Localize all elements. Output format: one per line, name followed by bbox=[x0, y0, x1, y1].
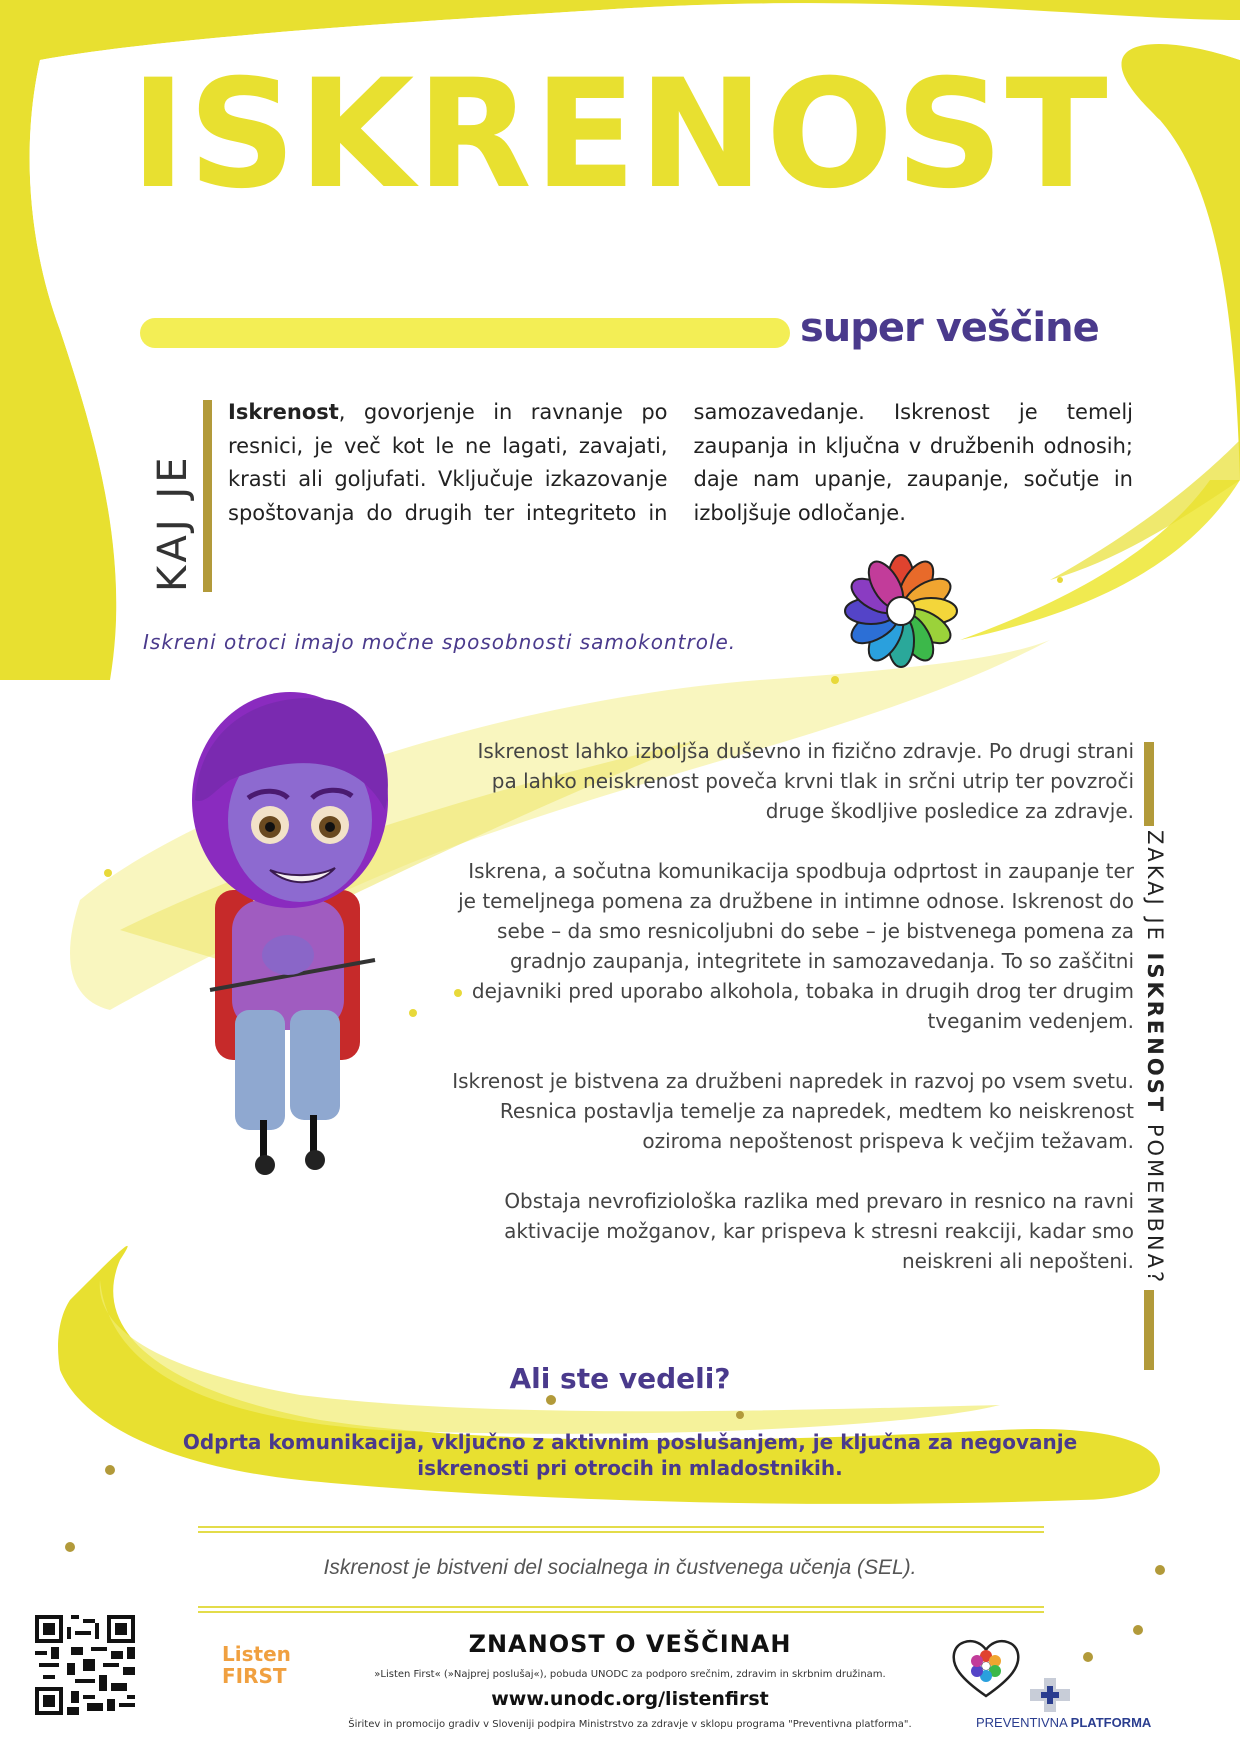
why-paragraph: Iskrenost lahko izboljša duševno in fizično zdravje. Po drugi strani pa lahko neiskrenost poveča krvni tlak in srčni utrip ter povzroči druge škodljive posledice za zdravje. bbox=[477, 739, 1134, 823]
intro-body: , govorjenje in ravnanje po resnici, je več kot le ne lagati, zavajati, krasti ali goljufati. Vključuje izkazovanje spoštovanja do drugih ter integriteto in samozavedanje. Iskrenost je temelj zaupanja in ključna v družbenih odnosih; daje nam upanje, zaupanje, sočutje in izboljšuje odločanje. bbox=[228, 400, 1133, 525]
italic-note: Iskreni otroci imajo močne sposobnosti samokontrole. bbox=[143, 630, 737, 654]
title-underline-bar bbox=[140, 318, 790, 348]
sel-note: Iskrenost je bistveni del socialnega in čustvenega učenja (SEL). bbox=[323, 1556, 917, 1579]
did-you-know-title: Ali ste vedeli? bbox=[509, 1362, 731, 1395]
footer-url[interactable]: www.unodc.org/listenfirst bbox=[491, 1688, 769, 1710]
pp-word2: PLATFORMA bbox=[1070, 1715, 1152, 1730]
did-you-know-text: Odprta komunikacija, vključno z aktivnim poslušanjem, je ključna za negovanje iskrenosti pri otrocih in mladostnikih. bbox=[182, 1430, 1078, 1480]
footer-credits: Širitev in promocijo gradiv v Sloveniji podpira Ministrstvo za zdravje v sklopu programa "Preventivna platforma". bbox=[348, 1719, 912, 1730]
listen-first-line1: Listen bbox=[222, 1642, 291, 1666]
flower-logo-icon bbox=[838, 548, 964, 674]
left-accent-bar bbox=[203, 400, 212, 592]
why-paragraph: Iskrena, a sočutna komunikacija spodbuja odprtost in zaupanje ter je temeljnega pomena za družbene in intimne odnose. Iskrenost do sebe – da smo resnicoljubni do sebe – je bistvenega pomena za gradnjo zaupanja, integritete in samozavedanja. To so zaščitni dejavniki pred uporabo alkohola, tobaka in drugih drog ter drugim tveganim vedenjem. bbox=[458, 859, 1134, 1033]
footer-description: »Listen First« (»Najprej poslušaj«), pobuda UNODC za podporo srečnim, zdravim in skrbnim družinam. bbox=[374, 1669, 886, 1680]
page-title: ISKRENOST bbox=[130, 48, 1110, 222]
intro-text bbox=[228, 396, 1133, 530]
intro-bold-word: Iskrenost bbox=[228, 400, 339, 424]
listen-first-logo bbox=[222, 1643, 291, 1687]
qr-code-icon bbox=[35, 1615, 135, 1715]
listen-first-line2: FIRST bbox=[222, 1664, 287, 1688]
right-accent-bar-top bbox=[1144, 742, 1154, 826]
preventivna-platforma-icon bbox=[1030, 1678, 1070, 1712]
why-paragraph: Iskrenost je bistvena za družbeni napredek in razvoj po vsem svetu. Resnica postavlja temelje za napredek, medtem ko neiskrenost oziroma nepoštenost prispeva k večjim težavam. bbox=[452, 1069, 1134, 1153]
zakaj-part2: ISKRENOST bbox=[1143, 952, 1167, 1115]
zakaj-part3: POMEMBNA? bbox=[1143, 1114, 1167, 1286]
sidebar-label-zakaj bbox=[1143, 830, 1167, 1285]
page-subtitle: super veščine bbox=[800, 305, 1099, 351]
footer-heading: ZNANOST O VEŠČINAH bbox=[468, 1630, 792, 1658]
heart-flower-logo-icon bbox=[950, 1636, 1022, 1700]
sidebar-label-kaj-je: KAJ JE bbox=[150, 453, 196, 592]
zakaj-part1: ZAKAJ JE bbox=[1143, 830, 1167, 953]
pp-word1: PREVENTIVNA bbox=[976, 1715, 1068, 1730]
preventivna-platforma-logo bbox=[976, 1715, 1151, 1730]
why-paragraph: Obstaja nevrofiziološka razlika med prevaro in resnico na ravni aktivacije možganov, kar prispeva k stresni reakciji, kadar smo neiskreni ali nepošteni. bbox=[504, 1189, 1134, 1273]
character-illustration bbox=[170, 690, 410, 1190]
right-accent-bar-bottom bbox=[1144, 1290, 1154, 1370]
why-section bbox=[450, 736, 1134, 1306]
